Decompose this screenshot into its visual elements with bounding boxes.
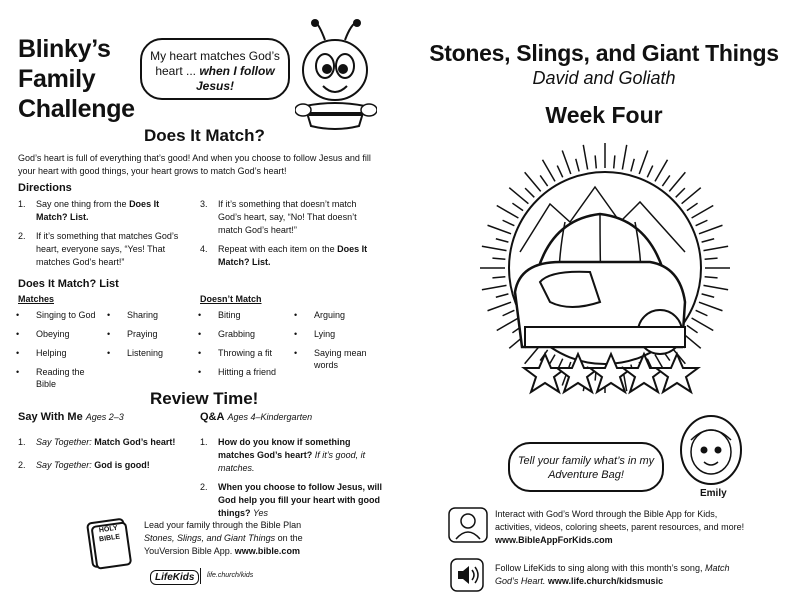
sunburst-ray: [669, 172, 685, 191]
sunburst-ray: [702, 294, 715, 297]
direction-item: 2. If it’s something that matches God’s heart, everyone says, “Yes! That matches God’s heart!”: [18, 231, 179, 267]
sunburst-ray: [703, 285, 728, 289]
sunburst-ray: [525, 172, 541, 191]
speaker-icon: [450, 558, 484, 592]
direction-item: 1. Say one thing from the Does It Match? List.: [18, 199, 160, 222]
blinky-bee-illustration: [295, 18, 377, 130]
lesson-title: Stones, Slings, and Giant Things: [429, 40, 779, 66]
sunburst-ray: [543, 160, 556, 182]
sunburst-ray: [503, 220, 515, 225]
list-item: • Obeying: [36, 328, 106, 347]
doesnt-col1: [218, 309, 298, 378]
sunburst-ray: [576, 159, 579, 172]
list-item: • Hitting a friend: [218, 366, 298, 378]
sunburst-ray: [655, 160, 668, 182]
list-item: • Throwing a fit: [218, 347, 298, 366]
qa-item: 1. How do you know if something matches God’s heart? If it’s good, it matches.: [200, 437, 366, 473]
qa-heading: Q&A Ages 4–Kindergarten: [200, 411, 313, 423]
list-item: • Biting: [218, 309, 298, 328]
direction-item: 4. Repeat with each item on the Does It Match? List.: [200, 244, 368, 267]
sunburst-ray: [583, 145, 587, 170]
sunburst-ray: [702, 239, 715, 242]
directions-list-col2: [200, 198, 380, 269]
list-item: • Saying mean words: [314, 347, 384, 371]
list-item: • Grabbing: [218, 328, 298, 347]
doesnt-match-heading: Doesn’t Match: [200, 294, 262, 304]
directions-list-col1: [18, 198, 183, 269]
intro-text: God’s heart is full of everything that’s good! And when you choose to follow Jesus and fill your heart with good things, your heart grows to match God’s heart!: [18, 153, 371, 176]
sunburst-ray: [676, 188, 685, 197]
directions-heading: Directions: [18, 182, 72, 194]
sunburst-ray: [492, 277, 505, 278]
list-item: • Arguing: [314, 309, 384, 328]
title-line: Family: [18, 65, 96, 93]
sunburst-ray: [696, 220, 708, 225]
list-item: • Listening: [127, 347, 197, 366]
sunburst-ray: [647, 166, 652, 178]
say-with-me-list: [18, 436, 188, 472]
matches-col1: [36, 309, 106, 390]
list-item: • Lying: [314, 328, 384, 347]
blinky-speech-bubble: My heart matches God’s heart ... when I follow Jesus!: [140, 38, 290, 100]
say-with-me-heading: Say With Me Ages 2–3: [18, 411, 124, 423]
sunburst-ray: [482, 246, 507, 250]
list-item: • Reading the Bible: [36, 366, 106, 390]
sunburst-ray: [692, 206, 714, 219]
review-title: Review Time!: [150, 389, 259, 408]
list-heading: Does It Match? List: [18, 278, 119, 290]
week-label: Week Four: [545, 102, 663, 128]
bible-plan-text: Lead your family through the Bible Plan Stones, Slings, and Giant Things on the YouVersion Bible App. www.bible.com: [144, 520, 303, 556]
sunburst-ray: [696, 310, 708, 315]
emily-speech-bubble: Tell your family what’s in my Adventure Bag!: [508, 442, 664, 492]
sunburst-ray: [699, 302, 722, 311]
title-line: Blinky’s: [18, 35, 111, 63]
kids-music-link[interactable]: www.life.church/kidsmusic: [547, 576, 664, 586]
sunburst-ray: [512, 203, 523, 210]
section-title: Does It Match?: [144, 126, 265, 145]
family-challenge-title: [18, 34, 148, 124]
sunburst-ray: [682, 188, 701, 204]
sunburst-ray: [488, 302, 511, 311]
logo-divider: [200, 568, 201, 584]
sunburst-ray: [595, 155, 596, 168]
sunburst-ray: [562, 151, 571, 174]
emily-character-illustration: [676, 410, 746, 490]
doesnt-col2: [314, 309, 384, 371]
bible-app-text: Interact with God’s Word through the Bible App for Kids, activities, videos, coloring sheets, parent resources, and more! www.BibleAppForKids.com: [495, 509, 745, 545]
qa-list: [200, 436, 385, 520]
helmet-sunburst-illustration: [460, 142, 750, 404]
sunburst-ray: [692, 318, 714, 331]
sunburst-ray: [488, 225, 511, 234]
lesson-subtitle: David and Goliath: [532, 68, 676, 88]
direction-item: 3. If it’s something that doesn’t match God’s heart, say, “No! That doesn’t match God’s heart!”: [200, 199, 357, 235]
sunburst-ray: [639, 151, 648, 174]
sunburst-ray: [662, 175, 669, 186]
star-row: [524, 354, 698, 392]
bible-app-kids-icon: [448, 507, 488, 543]
list-item: • Singing to God: [36, 309, 106, 328]
sunburst-ray: [496, 294, 509, 297]
sunburst-ray: [631, 159, 634, 172]
sunburst-ray: [497, 318, 519, 331]
sunburst-ray: [687, 325, 698, 332]
sunburst-ray: [614, 155, 615, 168]
sunburst-ray: [705, 277, 718, 278]
sunburst-ray: [540, 175, 547, 186]
sunburst-ray: [705, 258, 718, 259]
qa-item: 2. When you choose to follow Jesus, will God help you fill your heart with good things? Yes: [200, 482, 383, 518]
bible-app-for-kids-link[interactable]: www.BibleAppForKids.com: [495, 535, 613, 545]
sunburst-ray: [497, 206, 519, 219]
music-text: Follow LifeKids to sing along with this month’s song, Match God’s Heart. www.life.church/kidsmusic: [495, 563, 730, 586]
list-item: • Sharing: [127, 309, 197, 328]
title-line: Challenge: [18, 95, 135, 123]
lifekids-url[interactable]: life.church/kids: [207, 572, 254, 579]
sunburst-ray: [482, 285, 507, 289]
matches-heading: Matches: [18, 294, 55, 304]
sunburst-ray: [687, 203, 698, 210]
sunburst-ray: [699, 225, 722, 234]
say-item: 1. Say Together: Match God’s heart!: [18, 437, 176, 447]
sunburst-ray: [492, 258, 505, 259]
sunburst-ray: [557, 166, 562, 178]
lifekids-logo: LifeKids: [150, 570, 199, 585]
bible-com-link[interactable]: www.bible.com: [234, 546, 300, 556]
sunburst-ray: [503, 310, 515, 315]
list-item: • Praying: [127, 328, 197, 347]
sunburst-ray: [496, 239, 509, 242]
say-item: 2. Say Together: God is good!: [18, 460, 150, 470]
sunburst-ray: [525, 188, 534, 197]
holy-bible-label: HOLY BIBLE: [98, 524, 121, 544]
list-item: • Helping: [36, 347, 106, 366]
sunburst-ray: [622, 145, 626, 170]
sunburst-ray: [703, 246, 728, 250]
emily-name: Emily: [700, 488, 727, 499]
matches-col2: [127, 309, 197, 366]
sunburst-ray: [509, 188, 528, 204]
